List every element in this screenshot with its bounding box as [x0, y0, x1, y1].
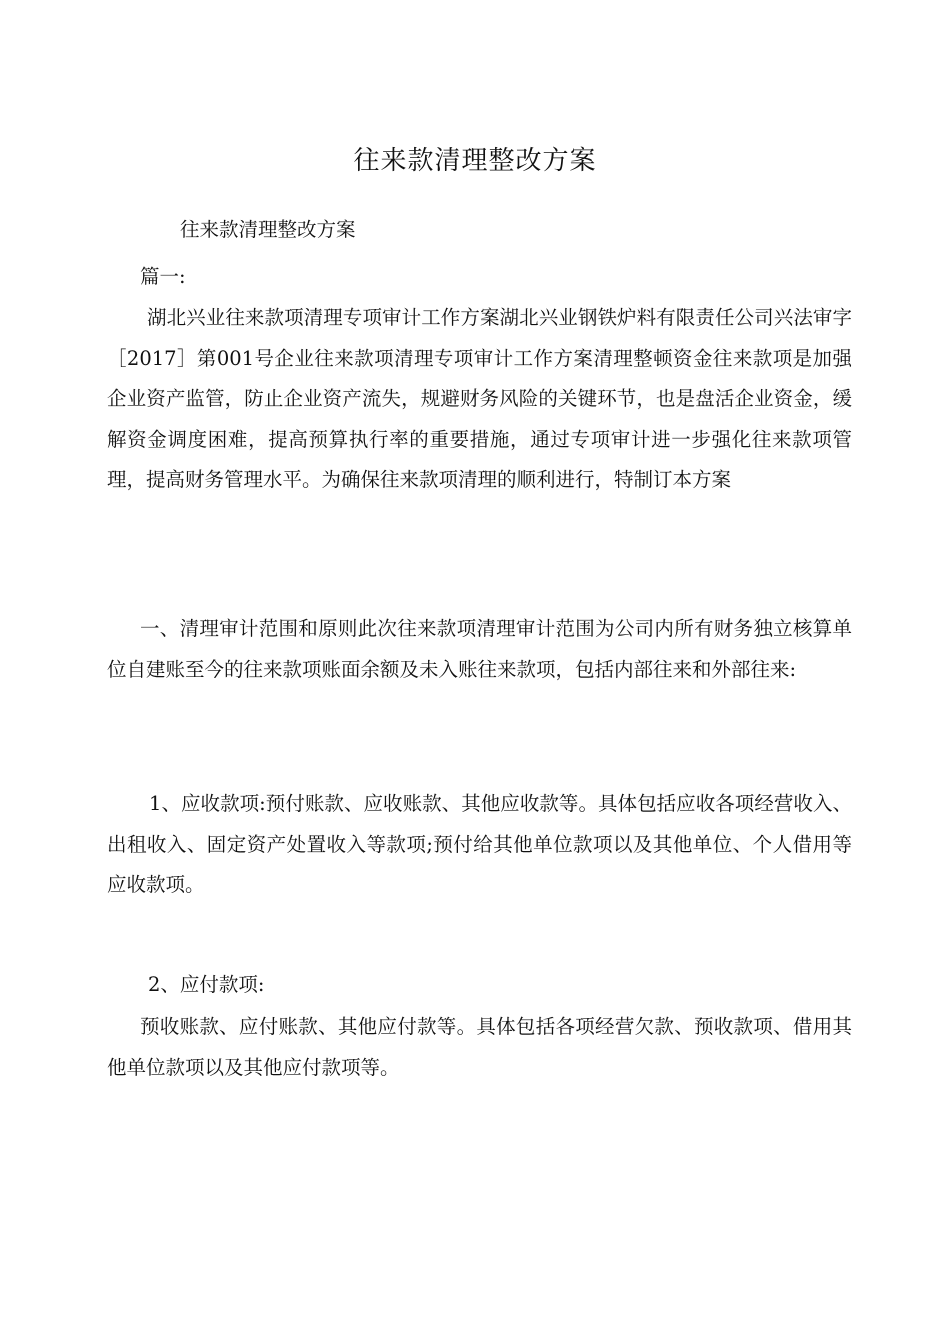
- payables-paragraph: 预收账款、应付账款、其他应付款等。具体包括各项经营欠款、预收款项、借用其他单位款项以及其他应付款项等。: [107, 1015, 852, 1079]
- section-label: 篇一:: [140, 265, 186, 288]
- receivables-paragraph: 1、应收款项:预付账款、应收账款、其他应收款等。具体包括应收各项经营收入、出租收入、固定资产处置收入等款项;预付给其他单位款项以及其他单位、个人借用等应收款项。: [107, 792, 852, 896]
- intro-paragraph: 湖北兴业往来款项清理专项审计工作方案湖北兴业钢铁炉料有限责任公司兴法审字［2017］第001号企业往来款项清理专项审计工作方案清理整顿资金往来款项是加强企业资产监管，防止企业资产流失，规避财务风险的关键环节，也是盘活企业资金，缓解资金调度困难，提高预算执行率的重要措施，通过专项审计进一步强化往来款项管理，提高财务管理水平。为确保往来款项清理的顺利进行，特制订本方案: [107, 306, 852, 491]
- document-subtitle: 往来款清理整改方案: [180, 218, 356, 241]
- scope-paragraph: 一、清理审计范围和原则此次往来款项清理审计范围为公司内所有财务独立核算单位自建账至今的往来款项账面余额及未入账往来款项，包括内部往来和外部往来:: [107, 617, 852, 681]
- document-title: 往来款清理整改方案: [353, 146, 597, 176]
- payables-heading: 2、应付款项:: [148, 973, 265, 996]
